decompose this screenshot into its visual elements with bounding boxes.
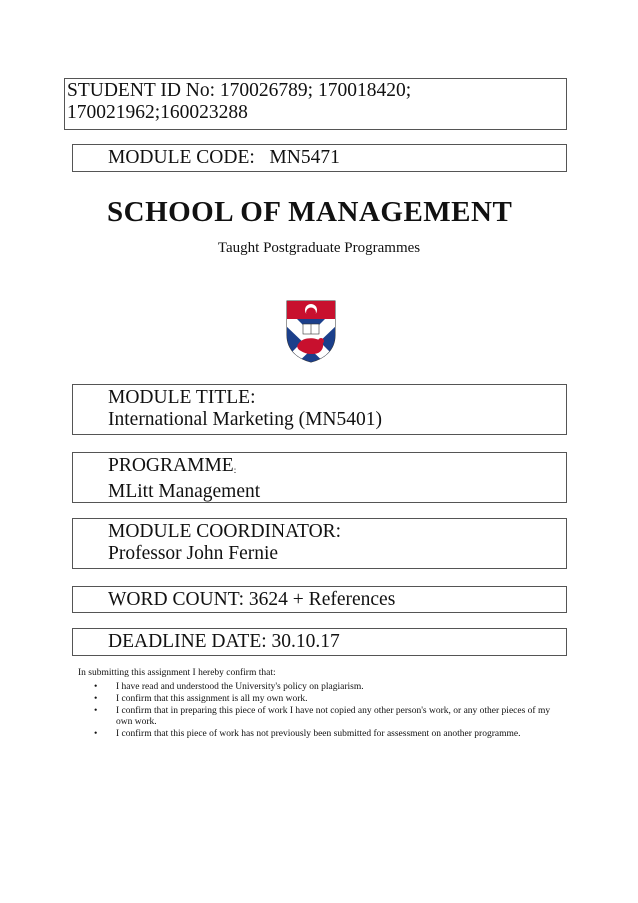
university-crest-icon [285,299,337,363]
module-code: MODULE CODE: MN5471 [108,147,340,168]
bullet-icon: • [94,706,98,716]
coordinator-box [72,518,567,569]
bullet-icon: • [94,682,98,692]
word-count: WORD COUNT: 3624 + References [108,589,396,610]
programme-subtitle: Taught Postgraduate Programmes [217,240,421,256]
declaration-intro: In submitting this assignment I hereby confirm that: [78,668,276,678]
module-title-label: MODULE TITLE: [108,387,256,408]
plagiarism-declaration [78,668,568,741]
module-title-box [72,384,567,435]
deadline-box [72,628,567,656]
declaration-item: • I have read and understood the University's policy on plagiarism. [94,682,364,692]
declaration-item: • I confirm that this piece of work has not previously been submitted for assessment on another programme. [94,729,521,739]
module-code-box [72,144,567,172]
module-title-value: International Marketing (MN5401) [108,409,383,430]
student-id-line-2: 170021962;160023288 [67,102,248,123]
coordinator-label: MODULE COORDINATOR: [108,521,342,542]
word-count-box [72,586,567,613]
bullet-icon: • [94,694,98,704]
programme-box [72,452,567,503]
student-id-box [64,78,567,130]
programme-label: PROGRAMME [108,455,234,476]
student-id-line-1: STUDENT ID No: 170026789; 170018420; [67,80,412,101]
coordinator-value: Professor John Fernie [108,543,279,564]
declaration-item: • I confirm that in preparing this piece of work I have not copied any other person's work, or any other pieces of my own work. [94,706,551,727]
declaration-item: • I confirm that this assignment is all my own work. [94,694,308,704]
deadline-date: DEADLINE DATE: 30.10.17 [108,631,340,652]
programme-colon: : [233,465,237,475]
school-title: SCHOOL OF MANAGEMENT [107,196,513,228]
programme-value: MLitt Management [108,481,261,502]
declaration-list [78,682,568,740]
bullet-icon: • [94,729,98,739]
